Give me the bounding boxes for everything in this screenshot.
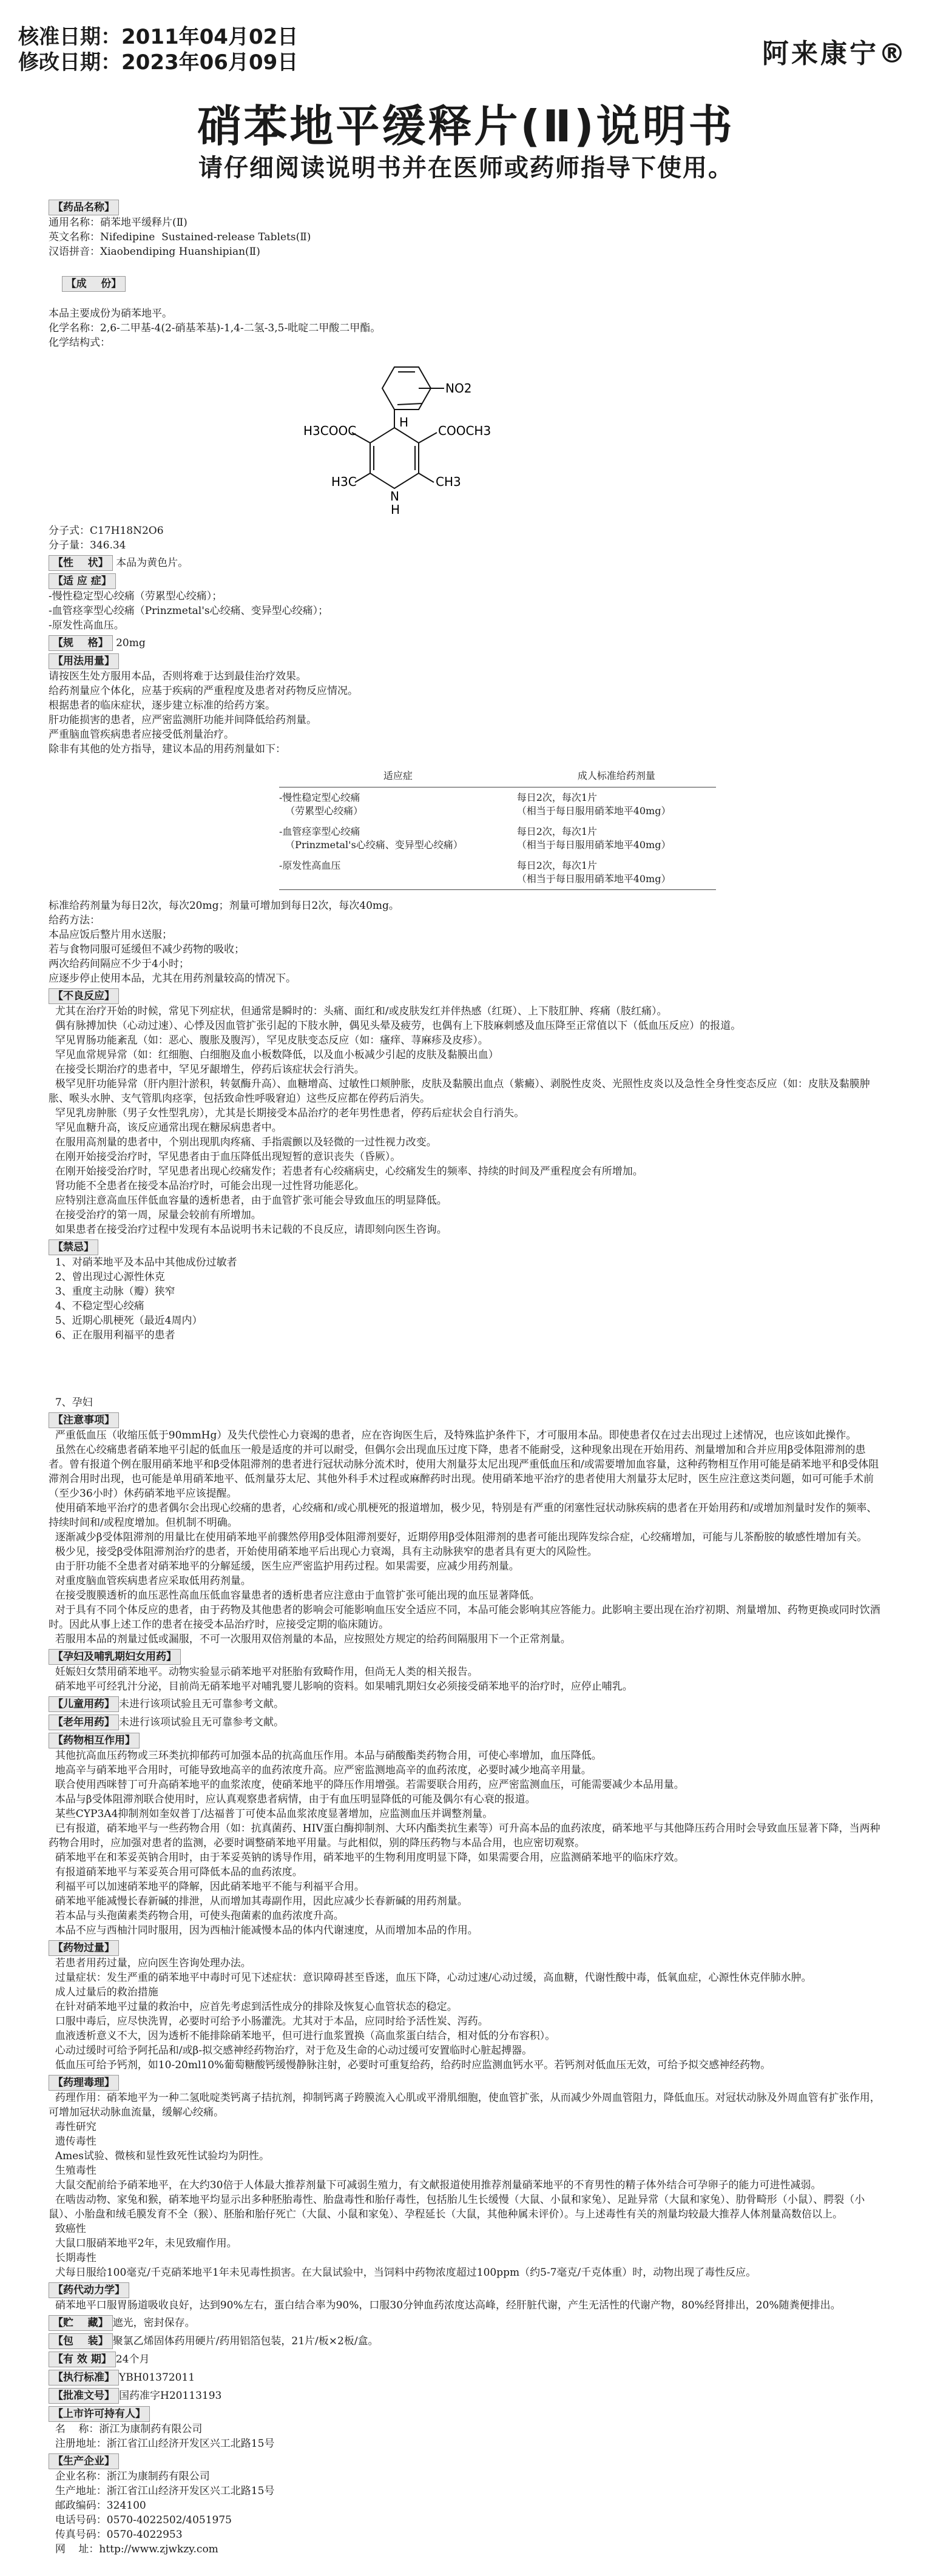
text-line: 在接受治疗的第一周，尿量会较前有所增加。 [49, 1209, 262, 1221]
text-line: 若与食物同服可延缓但不减少药物的吸收； [49, 943, 245, 956]
text-line: 本品与β受体阻滞剂联合使用时，应认真观察患者病情，由于有血压明显降低的可能及偶尔有心衰的报道。 [49, 1793, 536, 1806]
text-line: 汉语拼音：Xiaobendiping Huanshipian(Ⅱ) [49, 246, 260, 258]
text-line: 生产地址：浙江省江山经济开发区兴工北路15号 [49, 2485, 275, 2497]
pregnancy-lines [49, 1665, 886, 1694]
table-cell: -原发性高血压 [279, 855, 517, 890]
label-ester-left: H3COOC [303, 423, 357, 438]
package-text: 聚氯乙烯固体药用硬片/药用铝箔包装，21片/板×2板/盒。 [112, 2335, 379, 2347]
text-line: 若服用本品的剂量过低或漏服，不可一次服用双倍剂量的本品，应按照处方规定的给药间隔服用下一个正常剂量。 [49, 1633, 571, 1645]
text-line: 6、正在服用利福平的患者 [49, 1329, 175, 1341]
modify-date: 修改日期：2023年06月09日 [18, 50, 299, 75]
section-heading: 【药物相互作用】 [49, 1733, 140, 1748]
label-methyl-left: H3C [331, 474, 357, 489]
text-line: -慢性稳定型心绞痛（劳累型心绞痛）； [49, 590, 223, 602]
table-header: 成人标准给药剂量 [517, 765, 716, 787]
section-heading: 【药理毒理】 [49, 2075, 119, 2091]
structure-labels [303, 381, 491, 517]
text-line: 肝功能损害的患者，应严密监测肝功能并间降低给药剂量。 [49, 714, 317, 726]
text-line: 若患者用药过量，应向医生咨询处理办法。 [49, 1957, 251, 1969]
contra-lines [49, 1255, 886, 1343]
manufacturer-lines [49, 2469, 886, 2557]
table-row [279, 821, 716, 855]
usage-after-lines [49, 899, 886, 986]
pk-lines [49, 2298, 886, 2313]
text-line: 生殖毒性 [49, 2165, 96, 2177]
text-line: 1、对硝苯地平及本品中其他成份过敏者 [49, 1256, 237, 1269]
text-line: 在接受腹膜透析的血压恶性高血压低血容量患者的透析患者应注意由于血管扩张可能出现的血压显著降低。 [49, 1590, 540, 1602]
section-heading: 【注意事项】 [49, 1412, 119, 1428]
section-heading: 【老年用药】 [49, 1715, 119, 1730]
text-line: 名 称：浙江为康制药有限公司 [49, 2423, 203, 2435]
section-heading: 【批准文号】 [49, 2388, 119, 2404]
approve-date: 核准日期：2011年04月02日 [18, 25, 299, 49]
text-line: 邮政编码：324100 [49, 2500, 146, 2512]
text-line: 请按医生处方服用本品，否则将难于达到最佳治疗效果。 [49, 670, 306, 683]
section-heading: 【成 份】 [62, 276, 126, 292]
table-header: 适应症 [279, 765, 517, 787]
text-line: 低血压可给予钙剂，如10-20ml10%葡萄糖酸钙缓慢静脉注射，必要时可重复给药，给药时应监测血钙水平。若钙剂对低血压无效，可给予拟交感神经药物。 [49, 2059, 771, 2071]
validity-text: 24个月 [115, 2353, 150, 2365]
text-line: 逐渐减少β受体阻滞剂的用量比在使用硝苯地平前骤然停用β受体阻滞剂要好，近期停用β受体阻滞剂的患者可能出现阵发综合症，心绞痛增加，可能与儿茶酚胺的敏感性增加有关。 [49, 1531, 868, 1543]
page-title: 硝苯地平缓释片(Ⅱ)说明书 [197, 101, 735, 152]
chemical-structure [303, 355, 522, 519]
text-line: 传真号码：0570-4022953 [49, 2529, 183, 2541]
text-line: 致癌性 [49, 2223, 86, 2235]
text-line: 5、近期心肌梗死（最近4周内） [49, 1315, 203, 1327]
text-line: 妊娠妇女禁用硝苯地平。动物实验显示硝苯地平对胚胎有致畸作用，但尚无人类的相关报告。 [49, 1666, 478, 1678]
text-line: 遗传毒性 [49, 2136, 96, 2148]
text-line: 心动过缓时可给予阿托品和/或β-拟交感神经药物治疗，对于危及生命的心动过缓可安置临时心脏起搏器。 [49, 2045, 533, 2057]
label-methyl-right: CH3 [436, 474, 461, 489]
text-line: 长期毒性 [49, 2252, 96, 2264]
dosage-table [279, 765, 716, 890]
text-line: -血管痉挛型心绞痛（Prinzmetal's心绞痛、变异型心绞痛）； [49, 605, 329, 617]
section-heading: 【执行标准】 [49, 2370, 119, 2385]
text-line: 毒性研究 [49, 2121, 96, 2133]
text-line: 虽然在心绞痛患者硝苯地平引起的低血压一般是适度的并可以耐受，但偶尔会出现血压过度下降，患者不能耐受，这种现象出现在开始用药、剂量增加和合并应用β受体阻滞剂的患者。曾有报道个例在服用硝苯地平和β受体阻滞剂的患者进行冠状动脉分流术时，使用大剂量芬太尼出现严重低血压和/或需要增加血容量，这种药物相互作用可能是硝苯地平和β受体阻滞剂合用时出现，也可能是单用硝苯地平、低剂量芬太尼、其他外科手术过程或麻醉药时出现。使用硝苯地平治疗的患者使用大剂量芬太尼时，医生应注意这类问题，如可可能手术前（至少36小时）休药硝苯地平应该提醒。 [49, 1444, 879, 1500]
text-line: 罕见胃肠功能紊乱（如：恶心、腹胀及腹泻），罕见皮肤变态反应（如：瘙痒、荨麻疹及皮疹）。 [49, 1034, 488, 1047]
pregnancy-contra: 7、孕妇 [49, 1397, 93, 1409]
section-heading: 【药品名称】 [49, 200, 119, 215]
table-row [279, 787, 716, 822]
text-line: 应特别注意高血压伴低血容量的透析患者，由于血管扩张可能会导致血压的明显降低。 [49, 1195, 447, 1207]
label-h-top: H [399, 415, 409, 430]
text-line: 在啮齿动物、家兔和猴，硝苯地平均显示出多种胚胎毒性、胎盘毒性和胎仔毒性，包括胎儿生长缓慢（大鼠、小鼠和家兔）、足趾异常（大鼠和家兔）、肋骨畸形（小鼠）、腭裂（小鼠）、小胎盘和绒毛膜发育不全（猴）、胚胎和胎仔死亡（大鼠、小鼠和家兔）、孕程延长（大鼠，其他种属未评价）。与上述毒性有关的剂量均较最大推荐人体剂量高数倍以上。 [49, 2194, 865, 2220]
table-cell: -血管痉挛型心绞痛 （Prinzmetal's心绞痛、变异型心绞痛） [279, 826, 463, 851]
standard-text: YBH01372011 [119, 2372, 195, 2384]
text-line: 本品不应与西柚汁同时服用，因为西柚汁能减慢本品的体内代谢速度，从而增加本品的作用。 [49, 1924, 478, 1937]
text-line: 联合使用西咪替丁可升高硝苯地平的血浆浓度，使硝苯地平的降压作用增强。若需要联合用药，应严密监测血压，可能需要减少本品用量。 [49, 1779, 684, 1791]
text-line: 根据患者的临床症状，逐步建立标准的给药方案。 [49, 700, 275, 712]
text-line: 偶有脉搏加快（心动过速）、心悸及因血管扩张引起的下肢水肿，偶见头晕及疲劳，也偶有上下肢麻刺感及血压降至正常值以下（低血压反应）的报道。 [49, 1020, 741, 1032]
text-line: 给药剂量应个体化，应基于疾病的严重程度及患者对药物反应情况。 [49, 685, 358, 697]
label-no2: NO2 [445, 381, 472, 396]
text-line: 硝苯地平可经乳汁分泌，目前尚无硝苯地平对哺乳婴儿影响的资料。如果哺乳期妇女必须接受硝苯地平的治疗时，应停止哺乳。 [49, 1681, 633, 1693]
label-ester-right: COOCH3 [438, 423, 491, 438]
section-heading: 【用法用量】 [49, 653, 119, 669]
section-heading: 【上市许可持有人】 [49, 2406, 150, 2422]
text-line: 罕见乳房肿胀（男子女性型乳房），尤其是长期接受本品治疗的老年男性患者，停药后症状会自行消失。 [49, 1107, 525, 1119]
text-line: 如果患者在接受治疗过程中发现有本品说明书未记载的不良反应，请即刻向医生咨询。 [49, 1224, 447, 1236]
leaflet-lower [49, 1395, 886, 2557]
interaction-lines [49, 1748, 886, 1938]
mah-lines [49, 2422, 886, 2451]
warning-lines [49, 1428, 886, 1647]
section-heading: 【药物过量】 [49, 1940, 119, 1956]
text-line: 在接受长期治疗的患者中，罕见牙龈增生，停药后该症状会行消失。 [49, 1064, 365, 1076]
approval-text: 国药准字H20113193 [119, 2390, 222, 2402]
section-heading: 【性 状】 [49, 555, 113, 571]
molecular-formula: 分子式：C17H18N2O6 [49, 525, 164, 537]
text-line: 严重脑血管疾病患者应接受低剂量治疗。 [49, 729, 234, 741]
child-text: 未进行该项试验且无可靠参考文献。 [119, 1698, 284, 1710]
text-line: Ames试验、微核和显性致死性试验均为阴性。 [49, 2150, 269, 2162]
section-heading: 【孕妇及哺乳期妇女用药】 [49, 1649, 181, 1665]
text-line: 犬每日服给100毫克/千克硝苯地平1年未见毒性损害。在大鼠试验中，当饲料中药物浓度超过100ppm（约5-7毫克/千克体重）时，动物出现了毒性反应。 [49, 2267, 757, 2279]
text-line: 电话号码：0570-4022502/4051975 [49, 2514, 232, 2526]
elder-text: 未进行该项试验且无可靠参考文献。 [119, 1716, 284, 1728]
drug-name-lines [49, 215, 886, 259]
page-subtitle: 请仔细阅读说明书并在医师或药师指导下使用。 [198, 154, 734, 182]
text-line: 口服中毒后，应尽快洗胃，必要时可给予小肠灌洗。尤其对于本品，应同时给予活性炭、泻药。 [49, 2015, 488, 2028]
text-line: 除非有其他的处方指导，建议本品的用药剂量如下： [49, 743, 286, 755]
text-line: 本品主要成份为硝苯地平。 [49, 308, 172, 320]
table-cell: -慢性稳定型心绞痛 （劳累型心绞痛） [279, 792, 363, 817]
table-cell: 每日2次，每次1片 （相当于每日服用硝苯地平40mg） [517, 855, 716, 890]
indication-lines [49, 589, 886, 633]
text-line: 在刚开始接受治疗时，罕见患者出现心绞痛发作；若患者有心绞痛病史，心绞痛发生的频率、持续的时间及严重程度会有所增加。 [49, 1165, 643, 1178]
pharmacology-lines [49, 2091, 886, 2280]
text-line: 对重度脑血管疾病患者应采取低用药剂量。 [49, 1575, 251, 1587]
text-line: 成人过量后的救治措施 [49, 1986, 158, 1998]
table-cell: 每日2次，每次1片 （相当于每日服用硝苯地平40mg） [516, 826, 671, 851]
text-line: 过量症状：发生严重的硝苯地平中毒时可见下述症状：意识障碍甚至昏迷，血压下降，心动过速/心动过缓，高血糖，代谢性酸中毒，低氧血症，心源性休克伴肺水肿。 [49, 1972, 812, 1984]
header-dates [18, 24, 298, 75]
text-line: 3、重度主动脉（瓣）狭窄 [49, 1286, 175, 1298]
brand-logo: 阿来康宁® [762, 38, 908, 69]
text-line: 若本品与头孢菌素类药物合用，可使头孢菌素的血药浓度升高。 [49, 1910, 344, 1922]
leaflet-upper [49, 197, 886, 1343]
section-heading: 【包 装】 [49, 2333, 113, 2349]
label-h-bottom: H [391, 502, 400, 517]
text-line: 4、不稳定型心绞痛 [49, 1300, 144, 1312]
text-line: 罕见血糖升高，该反应通常出现在糖尿病患者中。 [49, 1122, 282, 1134]
section-heading: 【药代动力学】 [49, 2282, 129, 2298]
text-line: 注册地址：浙江省江山经济开发区兴工北路15号 [49, 2438, 275, 2450]
text-line: 硝苯地平口服胃肠道吸收良好，达到90%左右，蛋白结合率为90%，口服30分钟血药浓度达高峰，经肝脏代谢，产生无活性的代谢产物，80%经肾排出，20%随粪便排出。 [49, 2299, 841, 2311]
section-heading: 【禁忌】 [49, 1239, 98, 1255]
section-heading: 【儿童用药】 [49, 1696, 119, 1712]
section-heading: 【规 格】 [49, 635, 113, 651]
appearance-text: 本品为黄色片。 [116, 557, 189, 569]
text-line: 极罕见肝功能异常（肝内胆汁淤积，转氨酶升高）、血糖增高、过敏性口颊肿胀，皮肤及黏膜出血点（紫癜）、剥脱性皮炎、光照性皮炎以及急性全身性变态反应（如：皮肤及黏膜肿胀、喉头水肿、支气管肌肉痉挛，包括致命性呼吸窘迫）这些反应都在停药后消失。 [49, 1078, 870, 1105]
text-line: 化学结构式： [49, 337, 110, 349]
text-line: 极少见，接受β受体阻滞剂治疗的患者，开始使用硝苯地平后出现心力衰竭，具有主动脉狭窄的患者具有更大的风险性。 [49, 1546, 598, 1558]
text-line: 网 址：http://www.zjwkzy.com [49, 2543, 218, 2555]
text-line: 通用名称：硝苯地平缓释片(Ⅱ) [49, 217, 187, 229]
section-heading: 【不良反应】 [49, 988, 119, 1004]
text-line: 已有报道，硝苯地平与一些药物合用（如：抗真菌药、HIV蛋白酶抑制剂、大环内酯类抗生素等）可升高本品的血药浓度，硝苯地平与其他降压药合用时会导致血压显著下降，当两种药物合用时，应加强对患者的监测，必要时调整硝苯地平用量。与此相似，别的降压药物与本品合用，也应密切观察。 [49, 1822, 880, 1849]
storage-text: 遮光，密封保存。 [112, 2317, 195, 2329]
text-line: 英文名称：Nifedipine Sustained-release Tablets(Ⅱ) [49, 231, 311, 243]
text-line: 严重低血压（收缩压低于90mmHg）及失代偿性心力衰竭的患者，应在咨询医生后，及特殊监护条件下，才可服用本品。即使患者仅在过去出现过上述情况，也应该如此操作。 [49, 1429, 857, 1441]
molecular-weight: 分子量：346.34 [49, 539, 126, 551]
usage-lines [49, 669, 886, 757]
section-heading: 【生产企业】 [49, 2453, 119, 2469]
text-line: 2、曾出现过心源性休克 [49, 1271, 165, 1283]
text-line: -原发性高血压。 [49, 619, 124, 632]
text-line: 大鼠交配前给予硝苯地平，在大约30倍于人体最大推荐剂量下可减弱生殖力，有文献报道使用推荐剂量硝苯地平的不育男性的精子体外结合可孕卵子的能力可进性减弱。 [49, 2179, 822, 2191]
text-line: 应逐步停止使用本品，尤其在用药剂量较高的情况下。 [49, 973, 296, 985]
text-line: 地高辛与硝苯地平合用时，可能导致地高辛的血药浓度升高。应严密监测地高辛的血药浓度，必要时减少地高辛用量。 [49, 1764, 592, 1776]
text-line: 使用硝苯地平治疗的患者偶尔会出现心绞痛的患者，心绞痛和/或心肌梗死的报道增加，极少见，特别是有严重的闭塞性冠状动脉疾病的患者在开始用药和/或增加剂量时发作的频率、持续时间和/或程度增加。但机制不明确。 [49, 1502, 877, 1529]
text-line: 尤其在治疗开始的时候，常见下列症状，但通常是瞬时的：头痛、面红和/或皮肤发红并伴热感（红斑）、上下肢肛肿、疼痛（肢红痛）。 [49, 1005, 667, 1017]
text-line: 有报道硝苯地平与苯妥英合用可降低本品的血药浓度。 [49, 1866, 303, 1878]
composition-lines [49, 306, 886, 350]
text-line: 在服用高剂量的患者中，个别出现肌肉疼痛、手指震颤以及轻微的一过性视力改变。 [49, 1136, 437, 1148]
text-line: 硝苯地平在和苯妥英钠合用时，由于苯妥英钠的诱导作用，硝苯地平的生物利用度明显下降，如果需要合用，应监测硝苯地平的临床疗效。 [49, 1852, 684, 1864]
text-line: 血液透析意义不大，因为透析不能排除硝苯地平，但可进行血浆置换（高血浆蛋白结合，相对低的分布容积）。 [49, 2030, 556, 2042]
text-line: 给药方法： [49, 914, 100, 926]
text-line: 化学名称：2,6-二甲基-4(2-硝基苯基)-1,4-二氢-3,5-吡啶二甲酸二甲酯。 [49, 322, 381, 334]
label-nitrogen: N [390, 489, 399, 504]
text-line: 药理作用：硝苯地平为一种二氢吡啶类钙离子拮抗剂，抑制钙离子跨膜流入心肌或平滑肌细胞，使血管扩张，从而减少外周血管阻力，降低血压。对冠状动脉及外周血管有扩张作用，可增加冠状动脉血流量，缓解心绞痛。 [49, 2092, 880, 2119]
section-heading: 【适 应 症】 [49, 573, 116, 589]
text-line: 标准给药剂量为每日2次，每次20mg；剂量可增加到每日2次，每次40mg。 [49, 900, 399, 912]
text-line: 大鼠口服硝苯地平2年，未见致瘤作用。 [49, 2237, 237, 2250]
section-heading: 【贮 藏】 [49, 2315, 113, 2331]
text-line: 罕见血常规异常（如：红细胞、白细胞及血小板数降低，以及血小板减少引起的皮肤及黏膜出血） [49, 1049, 499, 1061]
text-line: 肾功能不全患者在接受本品治疗时，可能会出现一过性肾功能恶化。 [49, 1180, 365, 1192]
table-row [279, 855, 716, 890]
text-line: 在针对硝苯地平过量的救治中，应首先考虑到活性成分的排除及恢复心血管状态的稳定。 [49, 2001, 458, 2013]
text-line: 本品应饭后整片用水送服； [49, 929, 172, 941]
text-line: 由于肝功能不全患者对硝苯地平的分解延缓，医生应严密监护用药过程。如果需要，应减少用药剂量。 [49, 1560, 519, 1573]
text-line: 硝苯地平能减慢长春新碱的排泄，从而增加其毒副作用，因此应减少长春新碱的用药剂量。 [49, 1895, 468, 1907]
text-line: 两次给药间隔应不少于4小时； [49, 958, 189, 970]
spec-text: 20mg [116, 637, 146, 649]
table-cell: 每日2次，每次1片 （相当于每日服用硝苯地平40mg） [516, 792, 671, 817]
text-line: 利福平可以加速硝苯地平的降解，因此硝苯地平不能与利福平合用。 [49, 1881, 365, 1893]
text-line: 在刚开始接受治疗时，罕见患者由于血压降低出现短暂的意识丧失（昏厥）。 [49, 1151, 401, 1163]
adverse-lines [49, 1004, 886, 1237]
text-line: 企业名称：浙江为康制药有限公司 [49, 2470, 210, 2483]
overdose-lines [49, 1956, 886, 2072]
text-line: 其他抗高血压药物或三环类抗抑郁药可加强本品的抗高血压作用。本品与硝酸酯类药物合用，可使心率增加，血压降低。 [49, 1750, 602, 1762]
text-line: 对于具有不同个体反应的患者，由于药物及其他患者的影响会可能影响血压安全适应不同，本品可能会影响其应答能力。此影响主要出现在治疗初期、剂量增加、药物更换或同时饮酒时。因此从事上述工作的患者在接受本品治疗时，应接受定期的临床随访。 [49, 1604, 880, 1631]
text-line: 某些CYP3A4抑制剂如奎奴普丁/达福普丁可使本品血浆浓度显著增加，应监测血压并调整剂量。 [49, 1808, 493, 1820]
section-heading: 【有 效 期】 [49, 2352, 116, 2367]
